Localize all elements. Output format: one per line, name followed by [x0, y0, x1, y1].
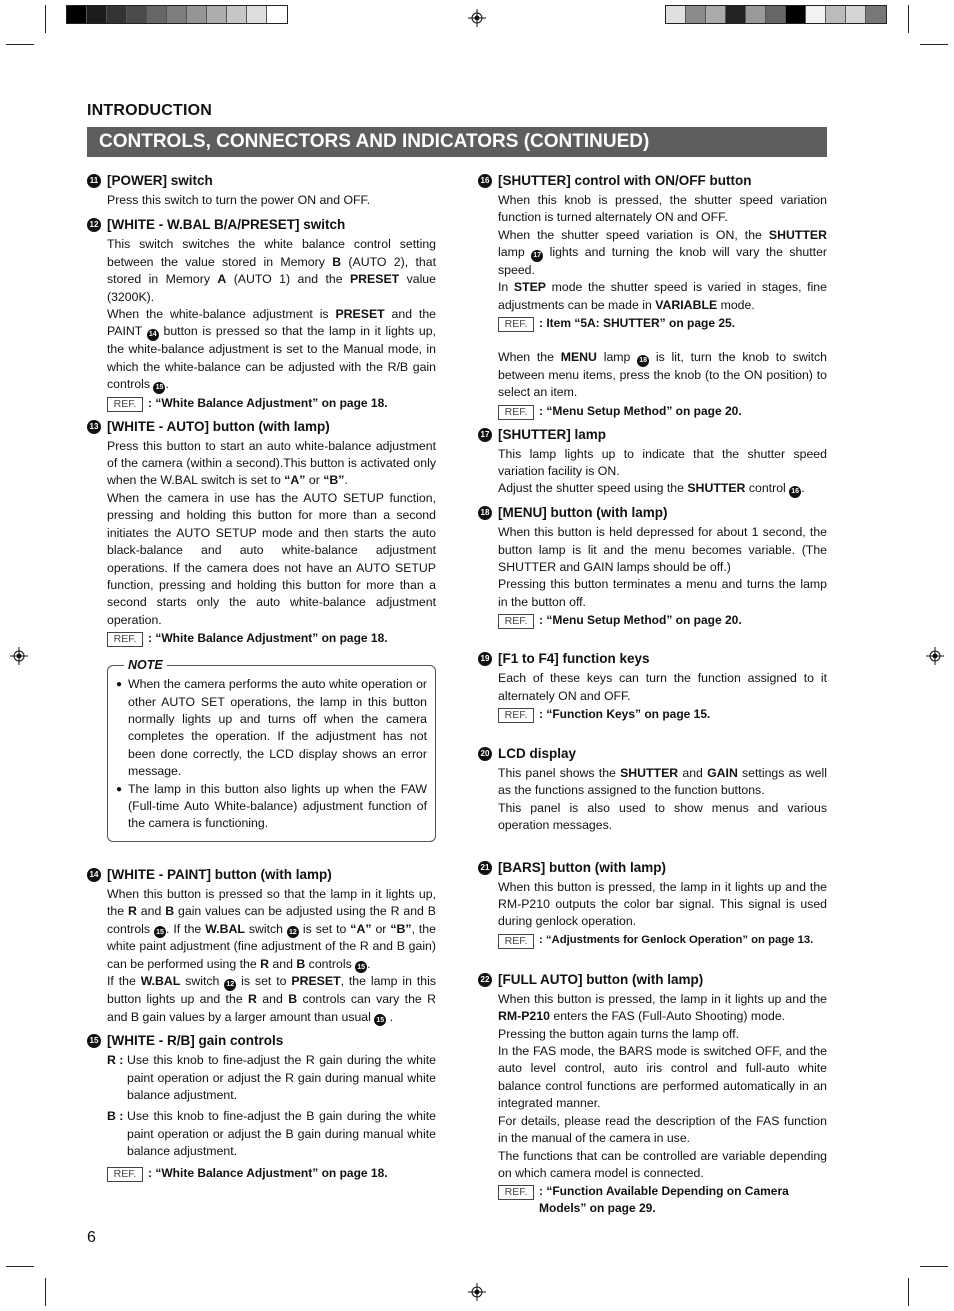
reference-line: REF. : “White Balance Adjustment” on page 18. [107, 630, 436, 647]
ref-tag: REF. [498, 1185, 534, 1200]
ref-tag: REF. [107, 632, 143, 647]
bullet-icon: ● [116, 679, 123, 691]
reference-line: REF. : “White Balance Adjustment” on page 18. [107, 395, 436, 412]
note-title: NOTE [124, 657, 167, 674]
ref-number-icon: 14 [147, 329, 159, 341]
item-title: [MENU] button (with lamp) [498, 505, 668, 521]
item-title: [BARS] button (with lamp) [498, 859, 666, 875]
b-gain-entry: B : Use this knob to fine-adjust the B gain during the white paint operation or adjust the B gain during manual white balance adjustment. [107, 1109, 436, 1159]
ref-number-icon: 15 [154, 926, 166, 938]
item-number-icon: 18 [478, 506, 492, 520]
reference-line: REF. : “Menu Setup Method” on page 20. [498, 403, 827, 420]
right-column [478, 172, 827, 1223]
reference-line: REF. : “Function Available Depending on Camera Models” on page 29. [498, 1183, 827, 1217]
item-number-icon: 11 [87, 174, 101, 188]
item-text: When this button is pressed, the lamp in it lights up and the RM-P210 outputs the color bar signal. This signal is used during genlock operation. [498, 879, 827, 929]
reference-line: REF. : “White Balance Adjustment” on page 18. [107, 1165, 436, 1182]
item-title: [F1 to F4] function keys [498, 651, 650, 667]
section-label: INTRODUCTION [87, 102, 213, 119]
item-wbal-switch [87, 216, 436, 411]
ref-number-icon: 17 [531, 250, 543, 262]
item-text: This panel shows the SHUTTER and GAIN settings as well as the functions assigned to the function buttons. [498, 766, 827, 798]
item-text: Press this button to start an auto white-balance adjustment of the camera (within a second).This button is activated only when the W.BAL switch is set to “A” or “B”. [107, 438, 436, 488]
item-function-keys [478, 650, 827, 723]
ref-tag: REF. [107, 1167, 143, 1182]
item-text: This switch switches the white balance control setting between the value stored in Memory B (AUTO 2), that stored in Memory A (AUTO 1) and the PRESET value (3200K). [107, 237, 436, 304]
item-number-icon: 20 [478, 747, 492, 761]
crop-mark [45, 1278, 46, 1306]
item-lcd-display [478, 745, 827, 835]
item-title: [FULL AUTO] button (with lamp) [498, 971, 704, 987]
item-text: This panel is also used to show menus and various operation messages. [498, 800, 827, 833]
note-box [107, 658, 436, 842]
crop-mark [45, 5, 46, 33]
item-number-icon: 13 [87, 420, 101, 434]
bullet-icon: ● [116, 783, 123, 795]
ref-number-icon: 12 [287, 926, 299, 938]
page-number: 6 [87, 1229, 96, 1246]
item-number-icon: 16 [478, 174, 492, 188]
item-text: For details, please read the description of the FAS function in the manual of the camera in use. [498, 1113, 827, 1146]
ref-number-icon: 12 [224, 979, 236, 991]
item-shutter-control [478, 172, 827, 420]
ref-tag: REF. [498, 708, 534, 723]
item-number-icon: 21 [478, 861, 492, 875]
ref-number-icon: 15 [374, 1014, 386, 1026]
item-shutter-lamp [478, 426, 827, 499]
crop-mark [908, 1278, 909, 1306]
reference-line: REF. : “Adjustments for Genlock Operation” on page 13. [498, 932, 827, 949]
item-title: [POWER] switch [107, 173, 213, 188]
crop-mark [6, 44, 34, 45]
item-full-auto-button [478, 971, 827, 1217]
item-text: Press this switch to turn the power ON and OFF. [107, 193, 371, 207]
reference-line: REF. : “Function Keys” on page 15. [498, 706, 827, 723]
registration-mark-icon [10, 647, 28, 665]
color-calibration-strip-right [665, 5, 887, 24]
item-text: When this knob is pressed, the shutter speed variation function is turned alternately ON and OFF. [498, 193, 827, 225]
item-text: When this button is held depressed for about 1 second, the button lamp is lit and the menu becomes variable. (The SHUTTER and GAIN lamps should be off.) [498, 525, 827, 574]
item-title: LCD display [498, 746, 577, 762]
item-text: When the MENU lamp 18 is lit, turn the knob to switch between menu items, press the knob (to the ON position) to select an item. [498, 350, 827, 400]
item-text: When the white-balance adjustment is PRESET and the PAINT 14 button is pressed so that the lamp in it lights up, the white-balance adjustment is set to the Manual mode, in which the white-balance can be adjusted with the R/B gain controls 15 . [107, 306, 436, 394]
item-number-icon: 22 [478, 973, 492, 987]
item-text: If the W.BAL switch 12 is set to PRESET, the lamp in this button lights up and the R and B controls can vary the R and B gain values by a larger amount than usual 15 . [107, 973, 436, 1026]
crop-mark [6, 1266, 34, 1267]
item-title: [WHITE - W.BAL B/A/PRESET] switch [107, 217, 346, 233]
item-number-icon: 15 [87, 1034, 101, 1048]
item-number-icon: 17 [478, 428, 492, 442]
ref-tag: REF. [498, 934, 534, 949]
item-text: The functions that can be controlled are variable depending on which camera model is connected. [498, 1148, 827, 1180]
item-text: Adjust the shutter speed using the SHUTTER control 16 . [498, 480, 827, 498]
item-title: [SHUTTER] control with ON/OFF button [498, 173, 752, 188]
registration-mark-icon [468, 1283, 486, 1301]
item-number-icon: 12 [87, 218, 101, 232]
item-text: This lamp lights up to indicate that the shutter speed variation facility is ON. [498, 446, 827, 479]
item-text: In the FAS mode, the BARS mode is switched OFF, and the auto level control, auto iris control and full-auto white balance control functions are performed automatically in an integrated manner. [498, 1044, 827, 1111]
ref-tag: REF. [498, 405, 534, 420]
reference-line: REF. : “Menu Setup Method” on page 20. [498, 612, 827, 629]
item-title: [WHITE - R/B] gain controls [107, 1033, 284, 1049]
item-number-icon: 19 [478, 652, 492, 666]
item-title: [SHUTTER] lamp [498, 426, 606, 442]
ref-number-icon: 15 [355, 961, 367, 973]
item-bars-button [478, 859, 827, 949]
item-white-auto-button [87, 418, 436, 647]
ref-number-icon: 15 [153, 382, 165, 394]
crop-mark [920, 44, 948, 45]
item-text: Pressing this button terminates a menu and turns the lamp in the button off. [498, 577, 827, 609]
ref-number-icon: 16 [789, 486, 801, 498]
item-text: When this button is pressed, the lamp in it lights up and the RM-P210 enters the FAS (Full-Auto Shooting) mode. [498, 991, 827, 1024]
item-title: [WHITE - PAINT] button (with lamp) [107, 866, 332, 882]
crop-mark [920, 1266, 948, 1267]
ref-tag: REF. [107, 397, 143, 412]
note-bullet: ● The lamp in this button also lights up when the FAW (Full-time Auto White-balance) adjustment function of the camera is functioning. [116, 781, 427, 833]
crop-mark [908, 5, 909, 33]
item-power-switch [87, 172, 436, 209]
color-calibration-strip-left [66, 5, 288, 24]
item-text: Each of these keys can turn the function assigned to it alternately ON and OFF. [498, 671, 827, 703]
item-text: When the shutter speed variation is ON, the SHUTTER lamp 17 lights and turning the knob will vary the shutter speed. [498, 227, 828, 277]
item-white-rb-gain [87, 1032, 436, 1181]
note-bullet: ● When the camera performs the auto white operation or other AUTO SET operations, the lamp in this button normally lights up and turns off when the camera completes the operation. If the adjustment has not been done correctly, the LCD display shows an error message. [116, 676, 427, 780]
ref-tag: REF. [498, 614, 534, 629]
item-text: When the camera in use has the AUTO SETUP function, pressing and holding this button for more than a second initiates the AUTO SETUP mode and then starts the auto black-balance and auto white-balance adjustment operations. If the camera does not have an AUTO SETUP function, pressing and holding this button for more than a second starts only the auto white-balance adjustment operation. [107, 490, 436, 627]
item-title: [WHITE - AUTO] button (with lamp) [107, 418, 330, 434]
item-text: When this button is pressed so that the lamp in it lights up, the R and B gain values can be adjusted using the R and B controls 15 . If the W.BAL switch 12 is set to “A” or “B”, the white paint adjustment (fine adjustment of the R and B gain) can be performed using the R and B controls 15 . [107, 886, 436, 974]
item-menu-button [478, 504, 827, 629]
registration-mark-icon [468, 9, 486, 27]
registration-mark-icon [926, 647, 944, 665]
item-white-paint-button [87, 866, 436, 1026]
ref-number-icon: 18 [637, 355, 649, 367]
page-title: CONTROLS, CONNECTORS AND INDICATORS (CONTINUED) [87, 127, 827, 157]
left-column [87, 172, 436, 1188]
item-number-icon: 14 [87, 868, 101, 882]
item-text: Pressing the button again turns the lamp off. [498, 1026, 740, 1041]
item-text: In STEP mode the shutter speed is varied in stages, fine adjustments can be made in VARIABLE mode. [498, 280, 827, 312]
ref-tag: REF. [498, 317, 534, 332]
reference-line: REF. : Item “5A: SHUTTER” on page 25. [498, 315, 827, 332]
r-gain-entry: R : Use this knob to fine-adjust the R gain during the white paint operation or adjust the R gain during manual white balance adjustment. [107, 1053, 436, 1103]
